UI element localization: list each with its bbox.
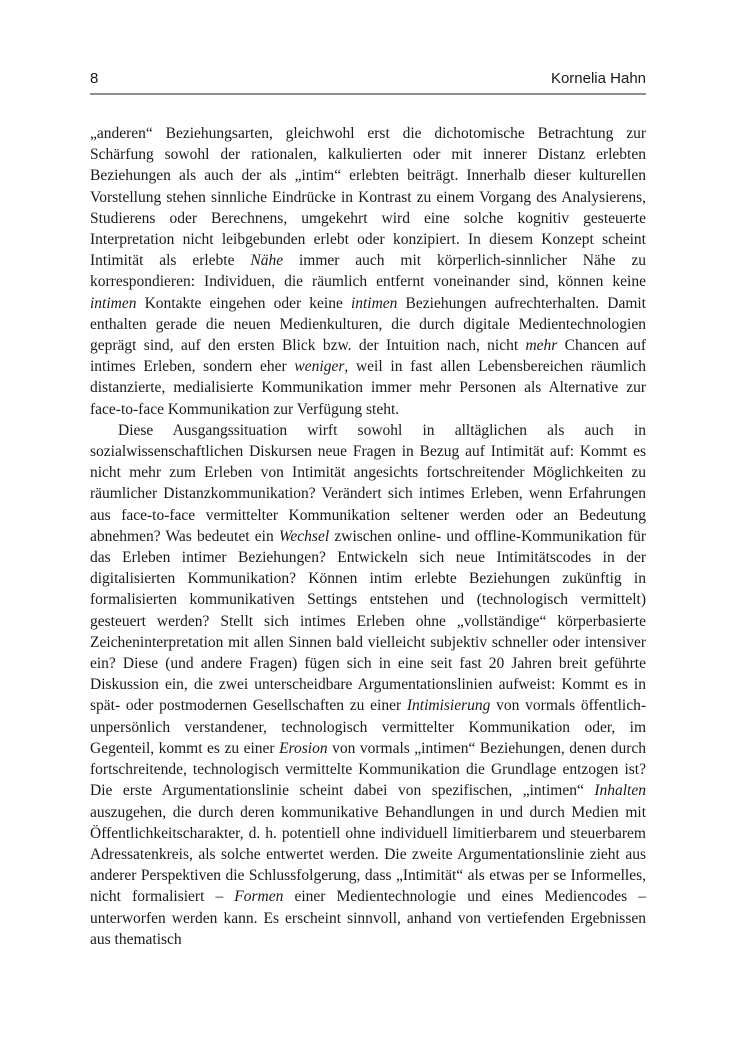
paragraph <box>90 420 646 950</box>
paragraph <box>90 123 646 420</box>
text-run: von vormals „intimen“ Beziehungen, denen durch fortschreitende, technologisch vermittelte Kommunikation die Grundlage entzogen ist? Die erste Argumentationslinie scheint dabei von spezifischen, „intimen“ <box>90 739 646 800</box>
italic-text-run: Wechsel <box>278 527 330 545</box>
page-body-text <box>90 123 646 950</box>
text-run: immer auch mit körperlich-sinnlicher Nähe zu korrespondieren: Individuen, die räumlich entfernt voneinander sind, können keine <box>90 252 647 291</box>
page-number: 8 <box>90 70 99 87</box>
running-title-author: Kornelia Hahn <box>550 70 646 87</box>
page-header <box>90 70 646 88</box>
italic-text-run: Formen <box>234 888 284 906</box>
text-run: Diese Ausgangssituation wirft sowohl in alltäglichen als auch in sozialwissenschaftlichen Diskursen neue Fragen in Bezug auf Intimität auf: Kommt es nicht mehr zum Erleben von Intimität angesichts fortschreitender Möglichkeiten zu räumlicher Distanzkommunikation? Verändert sich intimes Erleben, wenn Erfahrungen aus face-to-face vermittelter Kommunikation seltener werden oder an Bedeutung abnehmen? Was bedeutet ein <box>90 421 646 545</box>
text-run: Chancen auf intimes Erleben, sondern eher <box>90 337 646 376</box>
text-run: „anderen“ Beziehungsarten, gleichwohl erst die dichotomische Betrachtung zur Schärfung sowohl der rationalen, kalkulierten oder mit innerer Distanz erlebten Beziehungen als auch der als „intim“ erlebten beiträgt. Innerhalb dieser kulturellen Vorstellung stehen sinnliche Eindrücke in Kontrast zu einem Vorgang des Analysierens, Studierens oder Berechnens, umgekehrt wird eine solche kognitiv gesteuerte Interpretation nicht leibgebunden erlebt oder konzipiert. In diesem Konzept scheint Intimität als erlebte <box>90 125 646 270</box>
text-run: Beziehungen aufrechterhalten. Damit enthalten gerade die neuen Medienkulturen, die durch digitale Medientechnologien geprägt sind, auf den ersten Blick bzw. der Intuition nach, nicht <box>90 294 646 355</box>
italic-text-run: weniger <box>294 358 345 376</box>
italic-text-run: Erosion <box>279 739 328 757</box>
text-run: einer Medientechnologie und eines Mediencodes – unterworfen werden kann. Es erscheint sinnvoll, anhand von vertiefenden Ergebnissen aus thematisch <box>90 888 646 948</box>
italic-text-run: Inhalten <box>594 782 646 800</box>
text-run: auszugehen, die durch deren kommunikative Behandlungen in und durch Medien mit Öffentlichkeitscharakter, d. h. potentiell ohne individuell limitierbarem und steuerbarem Adressatenkreis, als solche entwertet werden. Die zweite Argumentationslinie zieht aus anderer Perspektiven die Schlussfolgerung, dass „Intimität“ als etwas per se Informelles, nicht formalisiert – <box>90 803 646 906</box>
italic-text-run: intimen <box>90 294 137 312</box>
italic-text-run: intimen <box>350 294 398 312</box>
italic-text-run: Nähe <box>250 252 284 270</box>
text-run: , weil in fast allen Lebensbereichen räumlich distanzierte, medialisierte Kommunikation immer mehr Personen als Alternative zur face-to-face Kommunikation zur Verfügung steht. <box>90 358 646 418</box>
text-run: Kontakte eingehen oder keine <box>136 294 351 312</box>
text-run: von vormals öffentlich-unpersönlich verstandener, technologisch vermittelter Kommunikation oder, im Gegenteil, kommt es zu einer <box>90 697 646 757</box>
text-run: zwischen online- und offline-Kommunikation für das Erleben intimer Beziehungen? Entwickeln sich neue Intimitätscodes in der digitalisierten Kommunikation? Können intim erlebte Beziehungen zukünftig in formalisierten kommunikativen Settings entstehen und (technologisch vermittelt) gesteuert werden? Stellt sich intimes Erleben ohne „vollständige“ körperbasierte Zeicheninterpretation mit allen Sinnen bald vielleicht subjektiv schneller oder intensiver ein? Diese (und andere Fragen) fügen sich in eine seit fast 20 Jahren breit geführte Diskussion ein, die zwei unterscheidbare Argumentationslinien aufweist: Kommt es in spät- oder postmodernen Gesellschaften zu einer <box>90 527 646 715</box>
header-rule <box>90 93 646 95</box>
italic-text-run: Intimisierung <box>406 697 491 715</box>
italic-text-run: mehr <box>525 337 558 355</box>
